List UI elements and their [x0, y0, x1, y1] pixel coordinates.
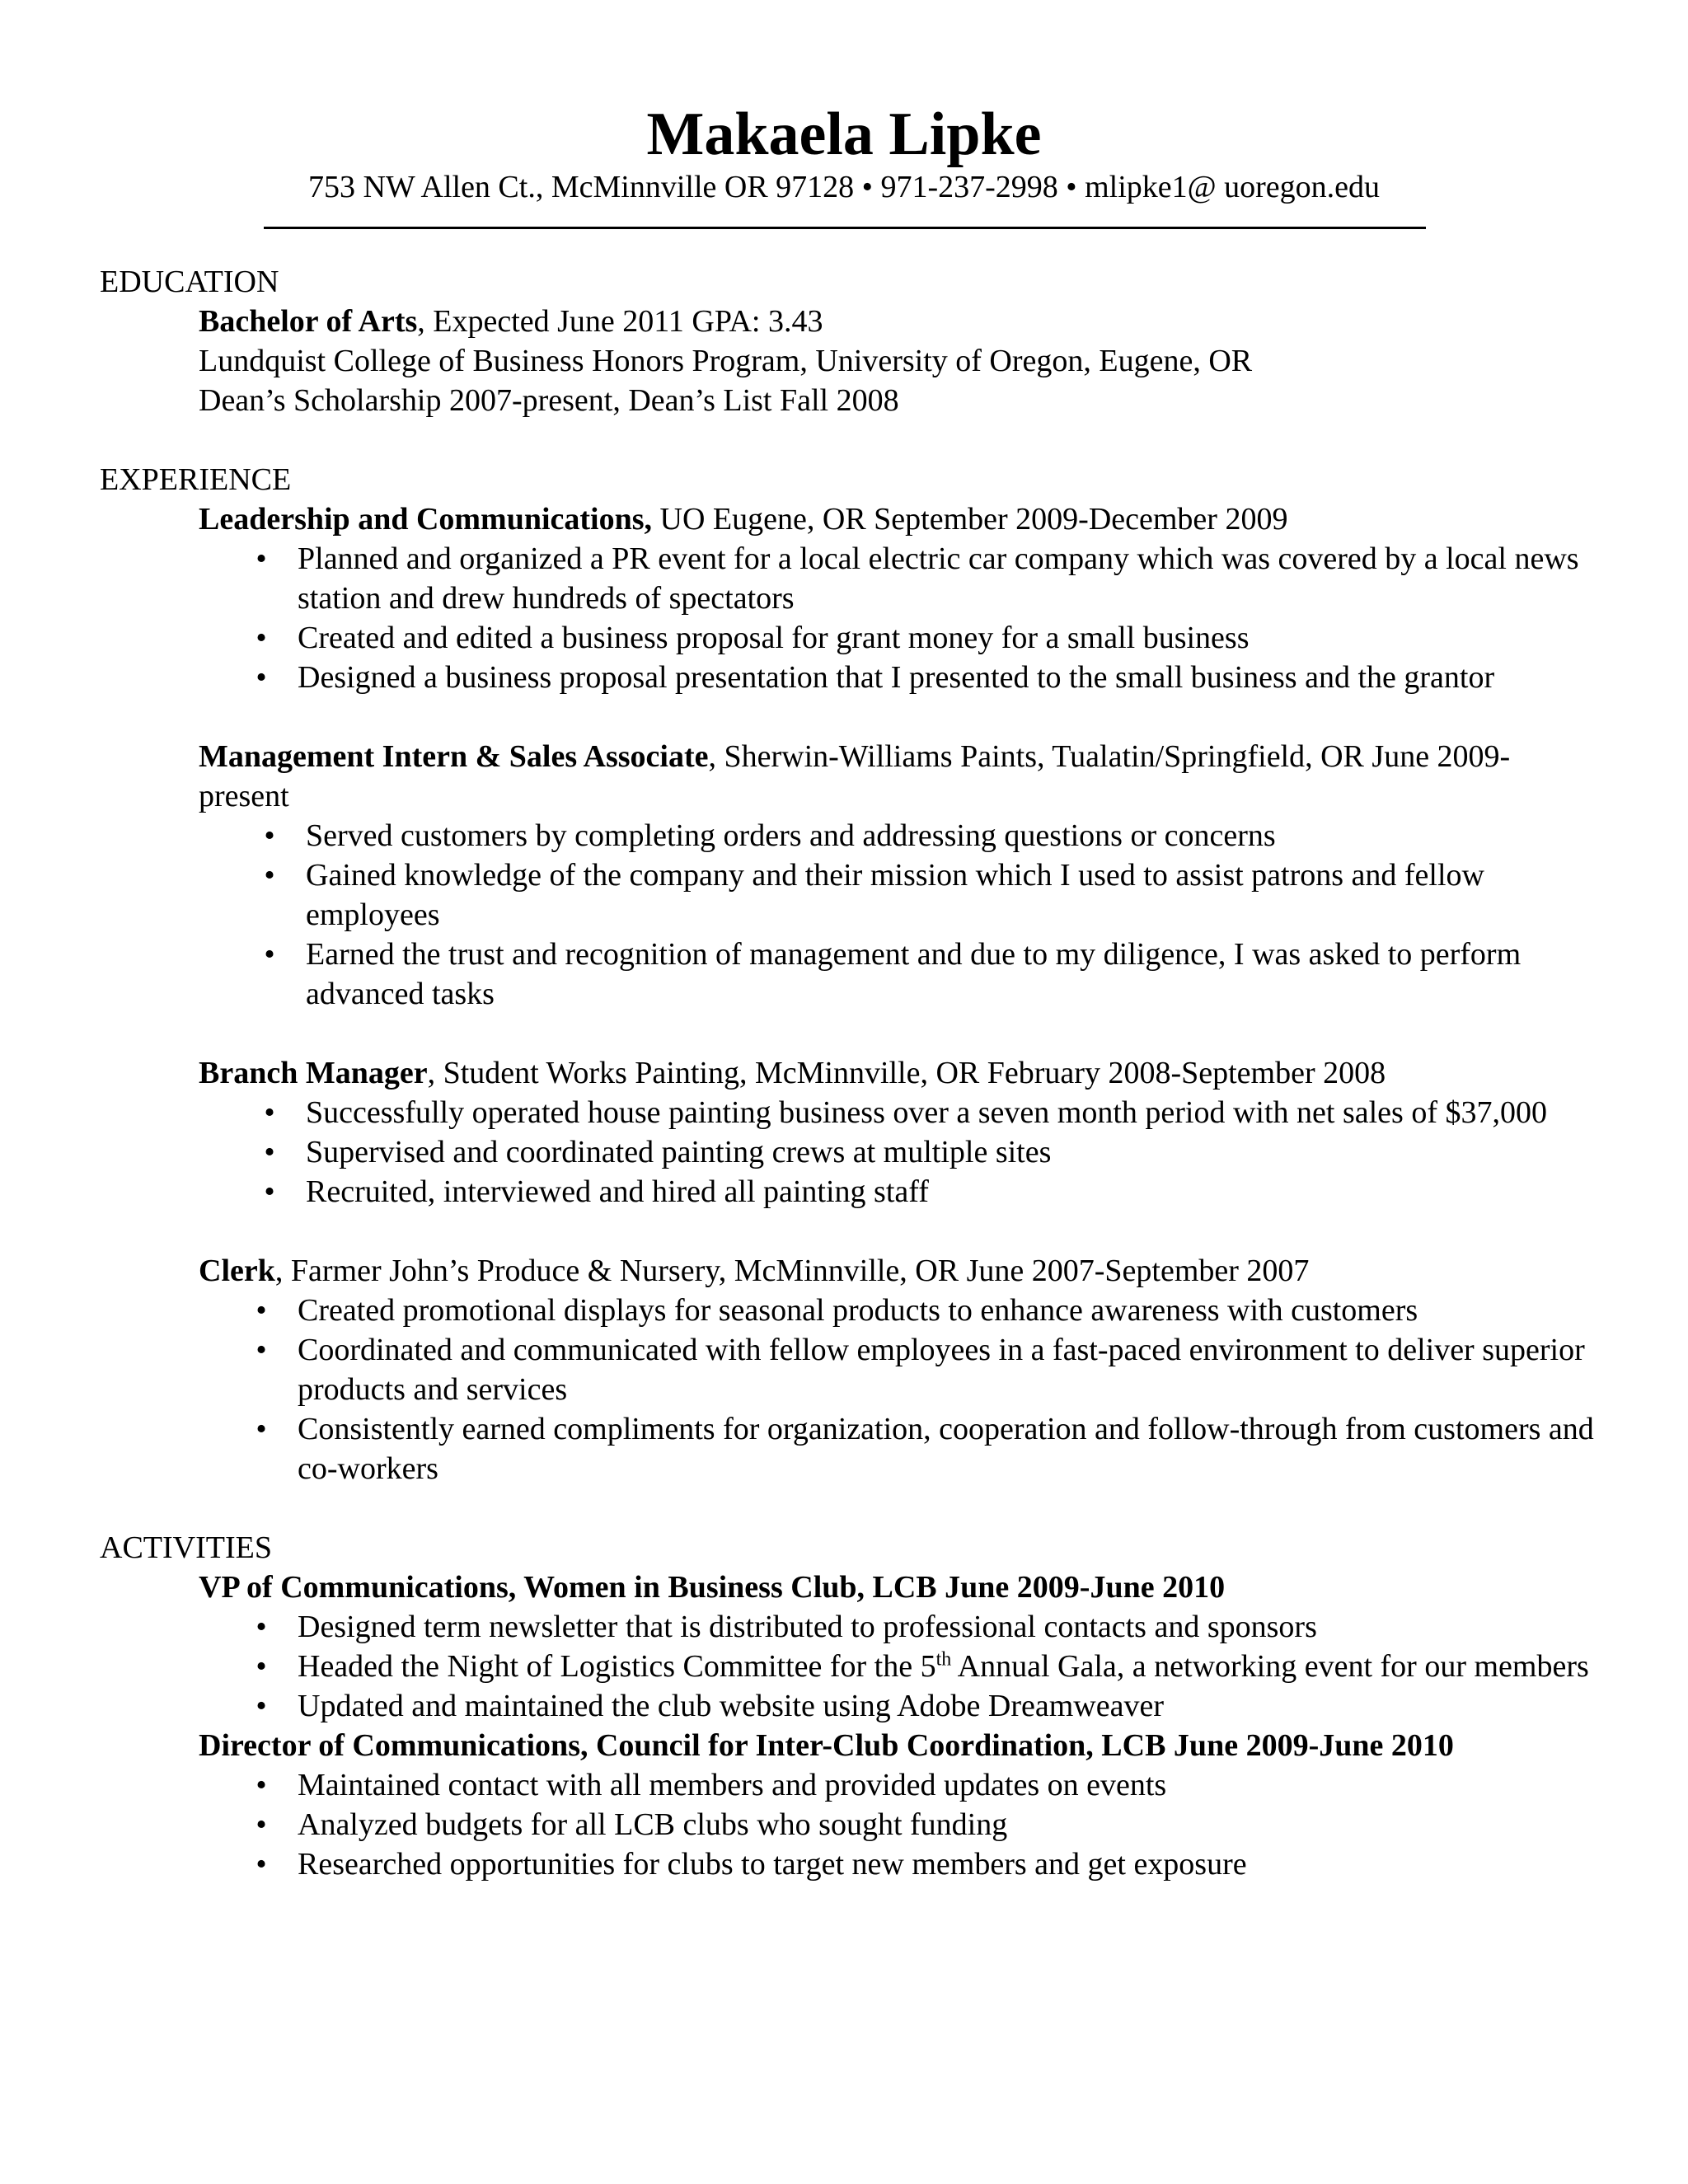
- bullet-text: Gained knowledge of the company and their mission which I used to assist patrons and fellow employees: [306, 858, 1484, 932]
- list-item: [264, 816, 1600, 855]
- list-item: [256, 1330, 1600, 1409]
- list-item: [256, 658, 1600, 697]
- job-title: Management Intern & Sales Associate: [199, 739, 709, 774]
- list-item: [256, 539, 1600, 618]
- job-title-line: [100, 737, 1600, 816]
- bullet-text: Designed term newsletter that is distributed to professional contacts and sponsors: [298, 1610, 1317, 1644]
- bullet-text: Coordinated and communicated with fellow employees in a fast-paced environment to deliver superior products and services: [298, 1333, 1585, 1407]
- header-divider: [264, 227, 1426, 229]
- job-details: , Student Works Painting, McMinnville, OR February 2008-September 2008: [427, 1056, 1386, 1090]
- bullet-icon: •: [264, 1095, 275, 1130]
- role-bullets: [100, 1765, 1600, 1884]
- bullet-icon: •: [256, 1689, 267, 1723]
- list-item: [256, 1647, 1600, 1686]
- bullet-text: Analyzed budgets for all LCB clubs who sought funding: [298, 1807, 1008, 1842]
- list-item: [264, 855, 1600, 935]
- entry-gap: [100, 1014, 1600, 1053]
- entry-gap: [100, 697, 1600, 737]
- bullet-text: Successfully operated house painting business over a seven month period with net sales of $37,000: [306, 1095, 1547, 1130]
- list-item: [264, 1172, 1600, 1212]
- role-bullets: [100, 1607, 1600, 1726]
- bullet-icon: •: [256, 1649, 267, 1684]
- job-details: , Sherwin-Williams Paints, Tualatin/Springfield, OR June 2009-present: [199, 739, 1511, 813]
- bullet-icon: •: [264, 937, 275, 972]
- job-bullets: [100, 816, 1600, 1014]
- bullet-text: Served customers by completing orders and addressing questions or concerns: [306, 818, 1276, 853]
- bullet-icon: •: [264, 858, 275, 893]
- list-item: [256, 1686, 1600, 1726]
- contact-line: 753 NW Allen Ct., McMinnville OR 97128 • 971-237-2998 • mlipke1@ uoregon.edu: [307, 170, 1380, 204]
- bullet-text: Created promotional displays for seasonal products to enhance awareness with customers: [298, 1293, 1418, 1328]
- school-line: Lundquist College of Business Honors Program, University of Oregon, Eugene, OR: [199, 344, 1253, 378]
- bullet-icon: •: [256, 1768, 267, 1802]
- education-block: [100, 302, 1600, 420]
- bullet-icon: •: [256, 1333, 267, 1367]
- section-gap: [100, 1488, 1600, 1528]
- bullet-icon: •: [256, 1610, 267, 1644]
- job-bullets: [100, 539, 1600, 697]
- bullet-text: Researched opportunities for clubs to target new members and get exposure: [298, 1847, 1247, 1882]
- degree-line: [199, 302, 1600, 341]
- list-item: [256, 1805, 1600, 1844]
- resume-body: [100, 262, 1600, 1884]
- degree-name: Bachelor of Arts: [199, 304, 418, 339]
- job-details: , Farmer John’s Produce & Nursery, McMinnville, OR June 2007-September 2007: [274, 1254, 1310, 1288]
- bullet-text: Supervised and coordinated painting crews at multiple sites: [306, 1135, 1052, 1169]
- applicant-name: Makaela Lipke: [646, 101, 1042, 168]
- degree-details: , Expected June 2011 GPA: 3.43: [417, 304, 823, 339]
- entry-gap: [100, 1212, 1600, 1251]
- job-title-line: [100, 1251, 1600, 1291]
- bullet-icon: •: [256, 1293, 267, 1328]
- job-title: Clerk: [199, 1254, 275, 1288]
- bullet-icon: •: [256, 541, 267, 576]
- bullet-text: Maintained contact with all members and provided updates on events: [298, 1768, 1167, 1802]
- activities-heading: ACTIVITIES: [100, 1530, 272, 1565]
- bullet-icon: •: [256, 1807, 267, 1842]
- bullet-text: Created and edited a business proposal for grant money for a small business: [298, 621, 1250, 655]
- job-details: UO Eugene, OR September 2009-December 2009: [652, 502, 1288, 537]
- job-title: Leadership and Communications,: [199, 502, 653, 537]
- bullet-text-continued: Annual Gala, a networking event for our members: [951, 1649, 1589, 1684]
- honors-line: Dean’s Scholarship 2007-present, Dean’s List Fall 2008: [199, 383, 899, 418]
- role-title-line: [100, 1726, 1600, 1765]
- list-item: [256, 1291, 1600, 1330]
- bullet-icon: •: [264, 1135, 275, 1169]
- experience-heading: EXPERIENCE: [100, 462, 292, 497]
- list-item: [264, 1093, 1600, 1132]
- section-gap: [100, 420, 1600, 460]
- bullet-text: Updated and maintained the club website using Adobe Dreamweaver: [298, 1689, 1164, 1723]
- list-item: [256, 1844, 1600, 1884]
- job-title: Branch Manager: [199, 1056, 428, 1090]
- list-item: [256, 1607, 1600, 1647]
- list-item: [256, 1409, 1600, 1488]
- list-item: [256, 1765, 1600, 1805]
- bullet-icon: •: [256, 621, 267, 655]
- bullet-icon: •: [256, 1412, 267, 1446]
- role-title: VP of Communications, Women in Business Club, LCB June 2009-June 2010: [199, 1570, 1226, 1605]
- ordinal-suffix: th: [935, 1648, 952, 1671]
- bullet-text: Consistently earned compliments for organization, cooperation and follow-through from customers and co-workers: [298, 1412, 1594, 1486]
- list-item: [264, 1132, 1600, 1172]
- bullet-text: Earned the trust and recognition of management and due to my diligence, I was asked to perform advanced tasks: [306, 937, 1522, 1011]
- list-item: [264, 935, 1600, 1014]
- role-title-line: [100, 1568, 1600, 1607]
- list-item: [256, 618, 1600, 658]
- job-title-line: [100, 499, 1600, 539]
- bullet-icon: •: [264, 1174, 275, 1209]
- role-title: Director of Communications, Council for Inter-Club Coordination, LCB June 2009-June 2010: [199, 1728, 1454, 1763]
- job-bullets: [100, 1291, 1600, 1488]
- bullet-icon: •: [264, 818, 275, 853]
- education-heading: EDUCATION: [100, 265, 279, 299]
- bullet-icon: •: [256, 1847, 267, 1882]
- bullet-text: Headed the Night of Logistics Committee for the 5: [298, 1649, 936, 1684]
- bullet-text: Recruited, interviewed and hired all painting staff: [306, 1174, 929, 1209]
- job-title-line: [100, 1053, 1600, 1093]
- job-bullets: [100, 1093, 1600, 1212]
- bullet-icon: •: [256, 660, 267, 695]
- bullet-text: Designed a business proposal presentation that I presented to the small business and the grantor: [298, 660, 1495, 695]
- bullet-text: Planned and organized a PR event for a local electric car company which was covered by a local news station and drew hundreds of spectators: [298, 541, 1579, 616]
